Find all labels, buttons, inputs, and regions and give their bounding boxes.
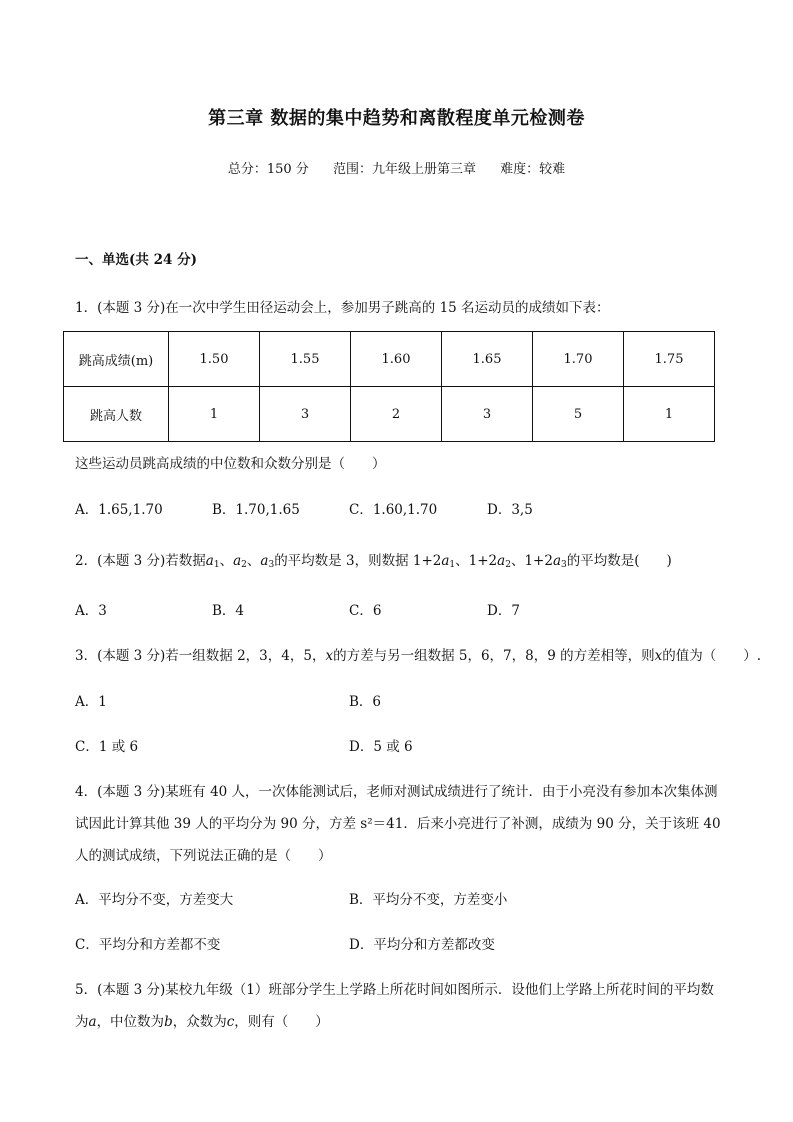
option-d[interactable]: D．3,5 xyxy=(487,502,533,518)
table-row xyxy=(64,332,715,387)
table-cell: 1.65 xyxy=(442,332,533,387)
table-row xyxy=(64,387,715,442)
option-a[interactable]: A．1.65,1.70 xyxy=(75,502,163,518)
option-a[interactable]: A．1 xyxy=(75,694,107,710)
question-1-prompt: 这些运动员跳高成绩的中位数和众数分别是（ ） xyxy=(75,456,386,472)
question-5-line-1: 5．(本题 3 分)某校九年级（1）班部分学生上学路上所花时间如图所示．设他们上学路上所花时间的平均数 xyxy=(75,982,714,998)
table-cell: 1 xyxy=(624,387,715,442)
question-4-line-3: 人的测试成绩，下列说法正确的是（ ） xyxy=(75,848,332,864)
option-c[interactable]: C．平均分和方差都不变 xyxy=(75,937,221,953)
option-a[interactable]: A．平均分不变，方差变大 xyxy=(75,892,234,908)
question-4-line-2: 试因此计算其他 39 人的平均分为 90 分，方差 s²＝41．后来小亮进行了补测，成绩为 90 分，关于该班 40 xyxy=(75,816,721,832)
option-d[interactable]: D．5 或 6 xyxy=(349,739,413,755)
table-cell: 1.55 xyxy=(260,332,351,387)
table-cell: 3 xyxy=(442,387,533,442)
option-d[interactable]: D．7 xyxy=(487,603,520,619)
table-cell: 2 xyxy=(351,387,442,442)
question-5-line-2: 为a，中位数为b，众数为c，则有（ ） xyxy=(75,1014,329,1030)
question-2-stem: 2．(本题 3 分)若数据$a_1$、$a_2$、$a_3$的平均数是 3，则数据 $1+2a_1$、$1+2a_2$、$1+2a_3$的平均数是( ) xyxy=(75,553,672,570)
option-d[interactable]: D．平均分和方差都改变 xyxy=(349,937,495,953)
page-title: 第三章 数据的集中趋势和离散程度单元检测卷 xyxy=(208,108,585,129)
option-b[interactable]: B．平均分不变，方差变小 xyxy=(349,892,508,908)
section-heading: 一、单选(共 24 分) xyxy=(75,252,197,268)
option-b[interactable]: B．1.70,1.65 xyxy=(212,502,300,518)
exam-meta xyxy=(0,158,793,177)
option-b[interactable]: B．6 xyxy=(349,694,382,710)
question-1-stem: 1．(本题 3 分)在一次中学生田径运动会上，参加男子跳高的 15 名运动员的成绩如下表： xyxy=(75,300,610,316)
total-score: 总分：150 分 xyxy=(227,162,309,177)
option-c[interactable]: C．1 或 6 xyxy=(75,739,139,755)
table-cell: 1.50 xyxy=(169,332,260,387)
table-cell: 3 xyxy=(260,387,351,442)
table-cell: 5 xyxy=(533,387,624,442)
option-a[interactable]: A．3 xyxy=(75,603,107,619)
exam-scope: 范围：九年级上册第三章 xyxy=(332,162,476,177)
table-header-cell: 跳高人数 xyxy=(64,387,169,442)
table-header-cell: 跳高成绩(m) xyxy=(64,332,169,387)
option-c[interactable]: C．6 xyxy=(349,603,382,619)
difficulty: 难度：较难 xyxy=(500,162,566,177)
option-b[interactable]: B．4 xyxy=(212,603,245,619)
table-cell: 1.60 xyxy=(351,332,442,387)
question-4-line-1: 4．(本题 3 分)某班有 40 人，一次体能测试后，老师对测试成绩进行了统计．由于小亮没有参加本次集体测 xyxy=(75,784,718,800)
table-cell: 1.70 xyxy=(533,332,624,387)
score-table xyxy=(63,331,715,442)
table-cell: 1.75 xyxy=(624,332,715,387)
option-c[interactable]: C．1.60,1.70 xyxy=(349,502,438,518)
question-3-stem: 3．(本题 3 分)若一组数据 2，3，4，5，x的方差与另一组数据 5，6，7，8，9 的方差相等，则x的值为（ ）. xyxy=(75,648,762,664)
table-cell: 1 xyxy=(169,387,260,442)
